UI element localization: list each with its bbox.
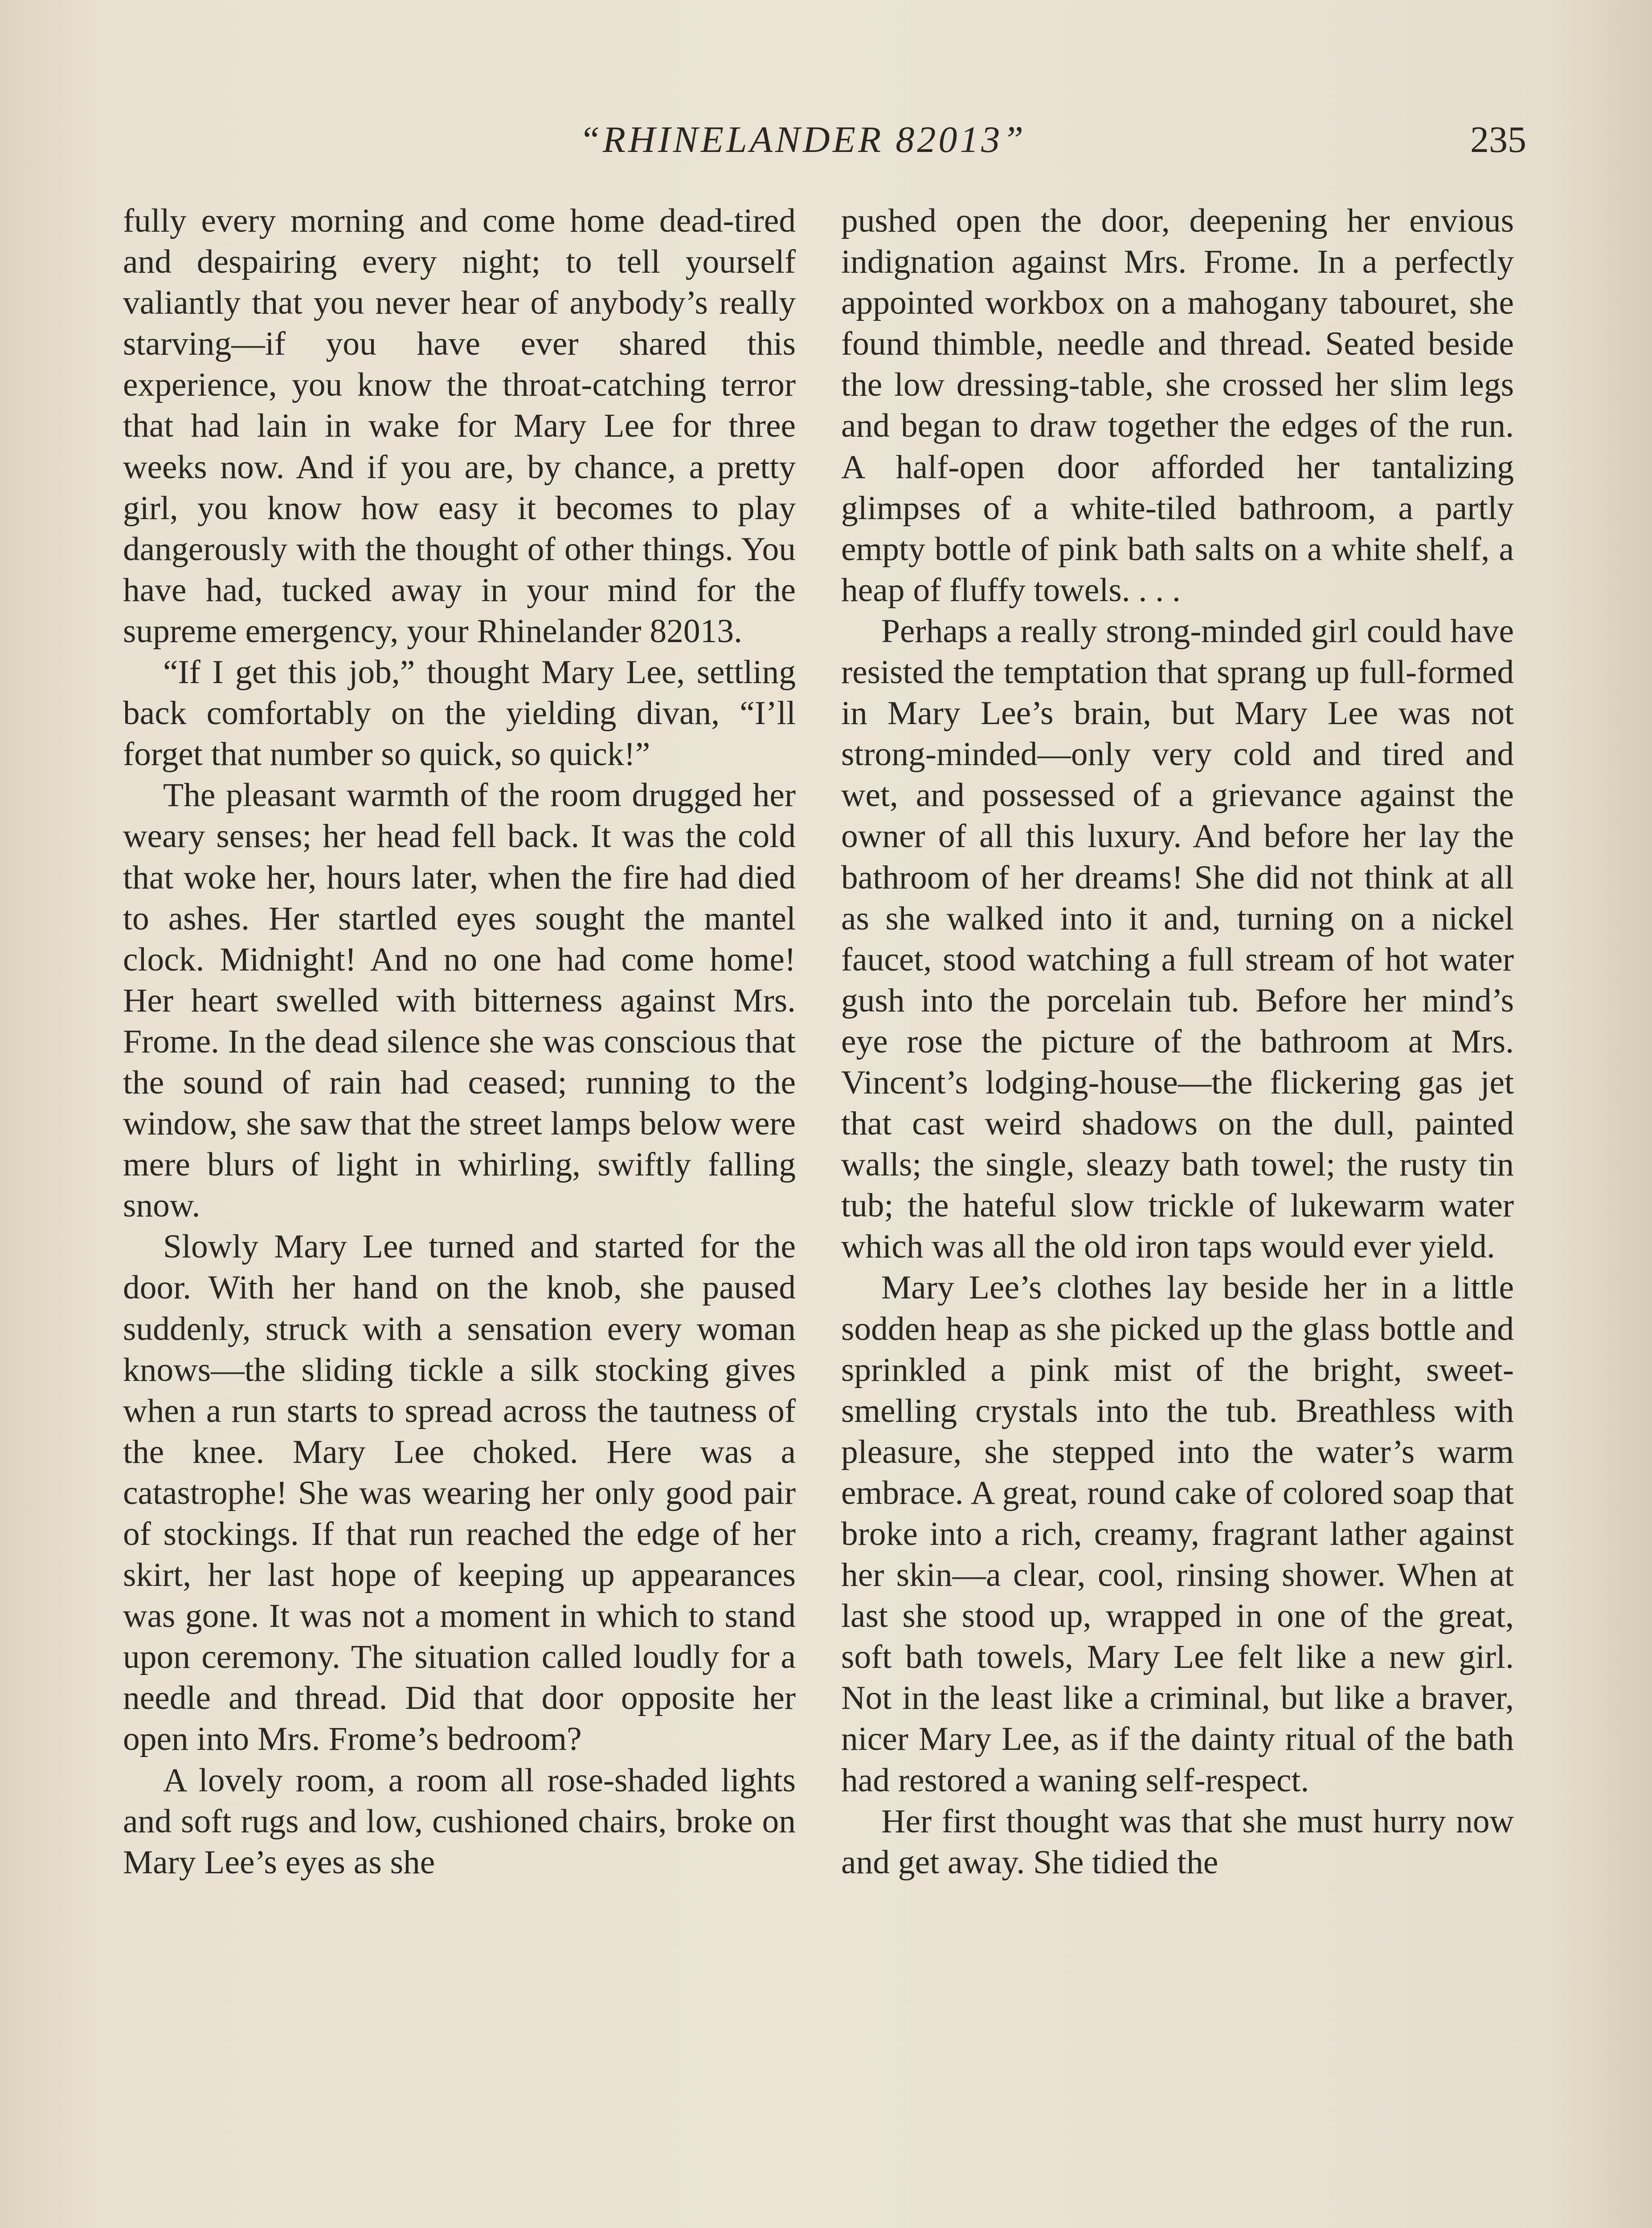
paragraph: A lovely room, a room all rose-shaded lights and soft rugs and low, cushioned chairs, broke on Mary Lee’s eyes as she	[123, 1761, 796, 1881]
page-header	[123, 118, 1526, 167]
paragraph: Perhaps a really strong-minded girl could have resisted the temptation that sprang up full-formed in Mary Lee’s brain, but Mary Lee was not strong-minded—only very cold and tired and wet, and possessed of a grievance against the owner of all this luxury. And before her lay the bathroom of her dreams! She did not think at all as she walked into it and, turning on a nickel faucet, stood watching a full stream of hot water gush into the porcelain tub. Before her mind’s eye rose the picture of the bathroom at Mrs. Vincent’s lodging-house—the flickering gas jet that cast weird shadows on the dull, painted walls; the single, sleazy bath towel; the rusty tin tub; the hateful slow trickle of lukewarm water which was all the old iron taps would ever yield.	[841, 612, 1514, 1266]
paragraph: Slowly Mary Lee turned and started for the door. With her hand on the knob, she paused suddenly, struck with a sensation every woman knows—the sliding tickle a silk stocking gives when a run starts to spread across the tautness of the knee. Mary Lee choked. Here was a catastrophe! She was wearing her only good pair of stockings. If that run reached the edge of her skirt, her last hope of keeping up appearances was gone. It was not a moment in which to stand upon ceremony. The situation called loudly for a needle and thread. Did that door opposite her open into Mrs. Frome’s bedroom?	[123, 1228, 796, 1758]
paragraph: “If I get this job,” thought Mary Lee, settling back comfortably on the yielding divan, “I’ll forget that number so quick, so quick!”	[123, 654, 796, 773]
paragraph: fully every morning and come home dead-tired and despairing every night; to tell yourself valiantly that you never hear of anybody’s really starving—if you have ever shared this experience, you know the throat-catching terror that had lain in wake for Mary Lee for three weeks now. And if you are, by chance, a pretty girl, you know how easy it becomes to play dangerously with the thought of other things. You have had, tucked away in your mind for the supreme emergency, your Rhinelander 82013.	[123, 202, 796, 650]
page-number: 235	[1470, 119, 1526, 160]
right-column	[841, 201, 1514, 1883]
paragraph: pushed open the door, deepening her envious indignation against Mrs. Frome. In a perfectly appointed workbox on a mahogany tabouret, she found thimble, needle and thread. Seated beside the low dressing-table, she crossed her slim legs and began to draw together the edges of the run. A half-open door afforded her tantalizing glimpses of a white-tiled bathroom, a partly empty bottle of pink bath salts on a white shelf, a heap of fluffy towels. . . .	[841, 202, 1514, 609]
paragraph: Her first thought was that she must hurry now and get away. She tidied the	[841, 1802, 1514, 1881]
running-title: “RHINELANDER 82013”	[579, 119, 1026, 160]
paragraph: Mary Lee’s clothes lay beside her in a little sodden heap as she picked up the glass bottle and sprinkled a pink mist of the bright, sweet-smelling crystals into the tub. Breathless with pleasure, she stepped into the water’s warm embrace. A great, round cake of colored soap that broke into a rich, creamy, fragrant lather against her skin—a clear, cool, rinsing shower. When at last she stood up, wrapped in one of the great, soft bath towels, Mary Lee felt like a new girl. Not in the least like a criminal, but like a braver, nicer Mary Lee, as if the dainty ritual of the bath had restored a waning self-respect.	[841, 1269, 1514, 1799]
paragraph: The pleasant warmth of the room drugged her weary senses; her head fell back. It was the cold that woke her, hours later, when the fire had died to ashes. Her startled eyes sought the mantel clock. Midnight! And no one had come home! Her heart swelled with bitterness against Mrs. Frome. In the dead silence she was conscious that the sound of rain had ceased; running to the window, she saw that the street lamps below were mere blurs of light in whirling, swiftly falling snow.	[123, 777, 796, 1225]
left-column	[123, 201, 796, 1883]
